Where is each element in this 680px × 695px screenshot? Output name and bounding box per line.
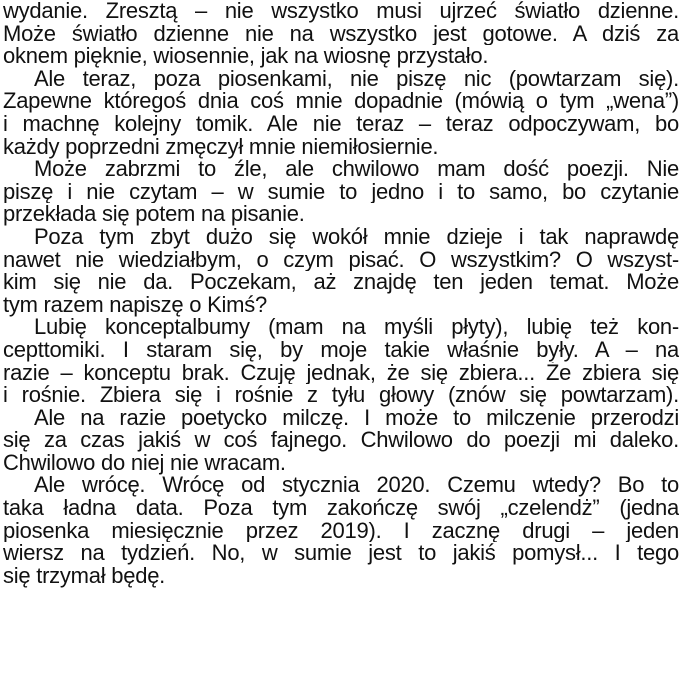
text-page xyxy=(3,0,679,695)
text-line: i machnę kolejny tomik. Ale nie teraz – teraz odpoczywam, bo xyxy=(3,112,679,136)
text-line: tym razem napiszę o Kimś? xyxy=(3,291,267,317)
text-line: przekłada się potem na pisanie. xyxy=(3,201,305,227)
text-line: każdy poprzedni zmęczył mnie niemiłosiernie. xyxy=(3,133,439,159)
text-line: Ale teraz, poza piosenkami, nie piszę nic (powtarzam się). xyxy=(34,67,679,91)
text-line: piszę i nie czytam – w sumie to jedno i to samo, bo czytanie xyxy=(3,180,679,204)
text-line: wydanie. Zresztą – nie wszystko musi ujrzeć światło dzienne. xyxy=(3,0,679,23)
text-line: piosenka miesięcznie przez 2019). I zacznę drugi – jeden xyxy=(3,519,679,543)
text-line: Zapewne któregoś dnia coś mnie dopadnie (mówią o tym „wena”) xyxy=(3,90,679,113)
text-line: Może światło dzienne nie na wszystko jest gotowe. A dziś za xyxy=(3,22,679,46)
text-line: się za czas jakiś w coś fajnego. Chwilowo do poezji mi daleko. xyxy=(3,429,679,452)
paragraph xyxy=(3,0,679,68)
text-line: taka ładna data. Poza tym zakończę swój „czelendż” (jedna xyxy=(3,497,679,520)
text-line: razie – konceptu brak. Czuję jednak, że się zbiera... Że zbiera się xyxy=(3,361,679,385)
text-line: Może zabrzmi to źle, ale chwilowo mam dość poezji. Nie xyxy=(34,158,679,181)
text-line: kim się nie da. Poczekam, aż znajdę ten jeden temat. Może xyxy=(3,271,679,294)
text-line: Chwilowo do niej nie wracam. xyxy=(3,449,286,475)
paragraph xyxy=(3,226,679,316)
paragraph xyxy=(3,316,679,406)
paragraph xyxy=(3,474,679,587)
text-line: wiersz na tydzień. No, w sumie jest to jakiś pomysł... I tego xyxy=(3,542,679,565)
text-line: nawet nie wiedziałbym, o czym pisać. O wszystkim? O wszyst- xyxy=(3,248,679,272)
text-line: Lubię konceptalbumy (mam na myśli płyty), lubię też kon- xyxy=(34,316,679,339)
text-line: cepttomiki. I staram się, by moje takie właśnie były. A – na xyxy=(3,338,679,362)
text-line: Ale wrócę. Wrócę od stycznia 2020. Czemu wtedy? Bo to xyxy=(34,474,679,498)
paragraph xyxy=(3,68,679,158)
text-line: Poza tym zbyt dużo się wokół mnie dzieje i tak naprawdę xyxy=(34,225,679,249)
text-line: Ale na razie poetycko milczę. I może to milczenie przerodzi xyxy=(34,406,679,430)
text-line: i rośnie. Zbiera się i rośnie z tyłu głowy (znów się powtarzam). xyxy=(3,384,679,407)
text-line: oknem pięknie, wiosennie, jak na wiosnę przystało. xyxy=(3,43,489,69)
text-line: się trzymał będę. xyxy=(3,562,166,588)
paragraph xyxy=(3,407,679,475)
paragraph xyxy=(3,158,679,226)
